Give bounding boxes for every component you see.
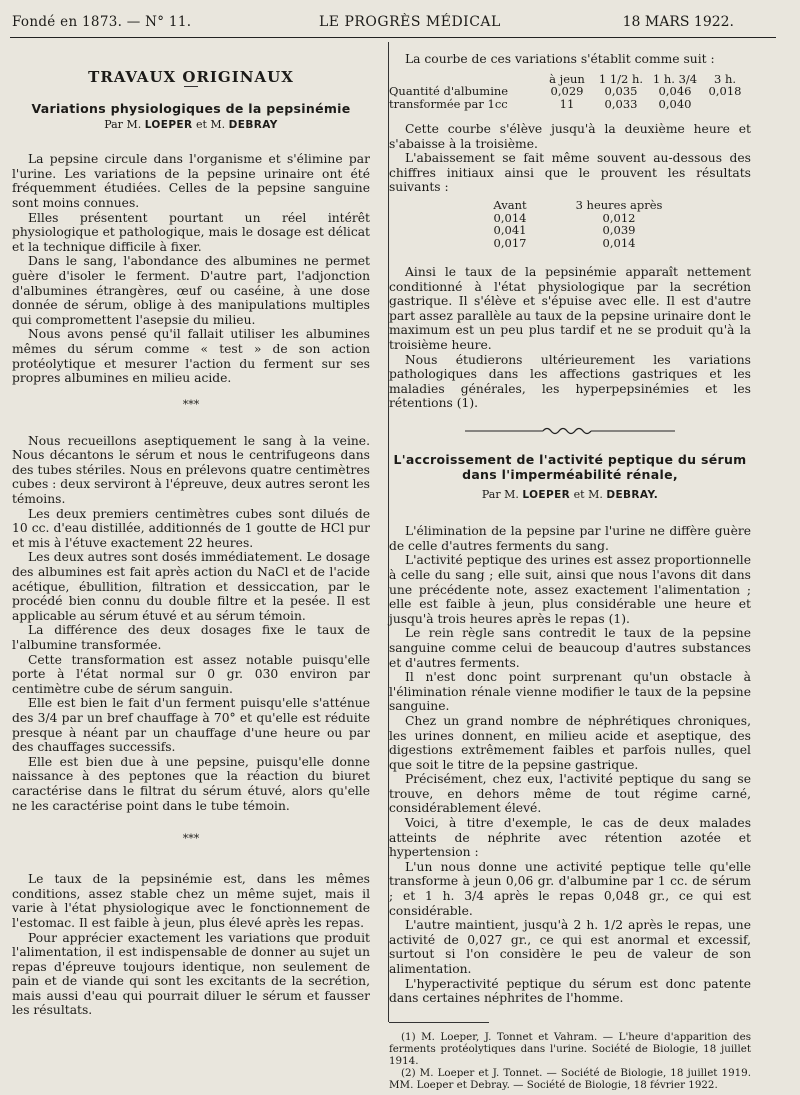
paragraph: Pour apprécier exactement les variations que produit l'alimentation, il est indispensable de donner au sujet un repas d'épreuve toujours identique, non seulement de pain et de viande qui sont les excitants de la secrétion, mais aussi d'eau qui pourrait diluer le sérum et fausser les résultats. <box>12 930 370 1018</box>
paragraph: Cette courbe s'élève jusqu'à la deuxième heure et s'abaisse à la troisième. <box>389 122 751 151</box>
section-heading: TRAVAUX ORIGINAUX <box>88 68 294 86</box>
paragraph: Les deux autres sont dosés immédiatement. Le dosage des albumines est fait après action du NaCl et de l'acide acétique, ébullition, filtration et dessiccation, par le procédé bien connu du double filtre et la pesée. Il est applicable au sérum étuvé et au sérum témoin. <box>12 550 370 623</box>
paragraph: Nous avons pensé qu'il fallait utiliser les albumines mêmes du sérum comme « test » de son action protéolytique et mesurer l'action du ferment sur ses propres albumines en milieu acide. <box>12 327 370 386</box>
asterism: *** <box>182 832 200 846</box>
footnote: (1) M. Loeper, J. Tonnet et Vahram. — L'heure d'apparition des ferments protéolytiques dans l'urine. Société de Biologie, 18 juillet 1914. <box>389 1030 751 1067</box>
paragraph: Nous étudierons ultérieurement les variations pathologiques dans les affections gastriques et les maladies générales, les hyperpepsinémies et les rétentions (1). <box>389 352 751 411</box>
paragraph: L'un nous donne une activité peptique telle qu'elle transforme à jeun 0,06 gr. d'albumine par 1 cc. de sérum ; et 1 h. 3/4 après le repas 0,048 gr., ce qui est considérable. <box>389 859 751 918</box>
header-rule <box>10 37 776 38</box>
paragraph: Elle est bien le fait d'un ferment puisqu'elle s'atténue des 3/4 par un bref chauffage à 70° et qu'elle est réduite presque à néant par un chauffage d'une heure ou par des chauffages successifs. <box>12 696 370 755</box>
article2-byline: Par M. LOEPER et M. DEBRAY. <box>481 487 659 501</box>
asterism: *** <box>182 397 200 411</box>
table-row: 0,014 0,012 <box>493 210 636 225</box>
paragraph: Précisément, chez eux, l'activité peptique du sang se trouve, en dehors même de tout régime carné, considérablement élevé. <box>389 772 751 816</box>
paragraph: L'autre maintient, jusqu'à 2 h. 1/2 après le repas, une activité de 0,027 gr., ce qui est anormal et excessif, surtout si l'on considère le peu de valeur de son alimentation. <box>389 918 751 976</box>
issue-date: 18 MARS 1922. <box>622 14 734 30</box>
paragraph: Le taux de la pepsinémie est, dans les mêmes conditions, assez stable chez un même sujet, mais il varie à l'état physiologique avec le fonctionnement de l'estomac. Il est faible à jeun, plus élevé après les repas. <box>12 872 370 930</box>
masthead <box>12 14 734 34</box>
right-column <box>389 52 751 1091</box>
article1-title: Variations physiologiques de la pepsinémie <box>31 100 351 116</box>
footnotes <box>389 1031 751 1091</box>
table-row: 0,017 0,014 <box>493 235 636 250</box>
paragraph: Chez un grand nombre de néphrétiques chroniques, les urines donnent, en milieu acide et aseptique, des digestions extrêmement faibles et parfois nulles, quel que soit le titre de la pepsine gastrique. <box>389 713 751 772</box>
ornamental-divider <box>389 425 751 440</box>
author-loeper: LOEPER <box>522 488 571 501</box>
table-row: 0,041 0,039 <box>493 223 636 238</box>
paragraph: Voici, à titre d'exemple, le cas de deux malades atteints de néphrite avec rétention azotée et hypertension : <box>389 816 751 860</box>
founding-issue: Fondé en 1873. — N° 11. <box>12 14 192 30</box>
author-loeper: LOEPER <box>144 118 193 131</box>
paragraph: Nous recueillons aseptiquement le sang à la veine. Nous décantons le sérum et nous le centrifugeons dans des tubes stériles. Nous en prélevons quatre centimètres cubes : deux serviront à l'épreuve, deux autres seront les témoins. <box>12 433 370 507</box>
albumin-curve-table <box>389 73 747 111</box>
paragraph: La différence des deux dosages fixe le taux de l'albumine transformée. <box>12 623 370 652</box>
table-header-row: Avant 3 heures après <box>493 198 663 213</box>
article1-byline: Par M. LOEPER et M. DEBRAY <box>104 117 278 131</box>
journal-title: LE PROGRÈS MÉDICAL <box>319 14 501 30</box>
paragraph: Il n'est donc point surprenant qu'un obstacle à l'élimination rénale vienne modifier le taux de la pepsine sanguine. <box>389 670 751 714</box>
table-row: Quantité d'albumine 0,029 0,035 0,046 0,018 <box>389 84 742 99</box>
article2-title: L'accroissement de l'activité peptique du sérum dans l'imperméabilité rénale, <box>393 451 747 482</box>
table-row: transformée par 1cc 11 0,033 0,040 <box>389 96 692 111</box>
footnote-rule <box>389 1022 489 1023</box>
table-header-row: à jeun 1 1/2 h. 1 h. 3/4 3 h. <box>549 71 737 86</box>
paragraph: L'activité peptique des urines est assez proportionnelle à celle du sang ; elle suit, ainsi que nous l'avons dit dans une précédente note, assez exactement l'alimentation ; elle est faible à jeun, plus considérable une heure et jusqu'à trois heures après le repas (1). <box>389 553 751 626</box>
paragraph: Le rein règle sans contredit le taux de la pepsine sanguine comme celui de beaucoup d'autres substances et d'autres ferments. <box>389 626 751 670</box>
left-column <box>12 70 370 1018</box>
paragraph: Elle est bien due à une pepsine, puisqu'elle donne naissance à des peptones que la réaction du biuret caractérise dans le filtrat du sérum étuvé, alors qu'elle ne les caractérise point dans le tube témoin. <box>12 754 370 813</box>
paragraph: Les deux premiers centimètres cubes sont dilués de 10 cc. d'eau distillée, additionnés de 1 goutte de HCl pur et mis à l'étuve exactement 22 heures. <box>12 506 370 550</box>
paragraph: Elles présentent pourtant un réel intérêt physiologique et pathologique, mais le dosage est délicat et la technique difficile à fixer. <box>12 210 370 254</box>
author-debray: DEBRAY <box>228 118 278 131</box>
paragraph: Ainsi le taux de la pepsinémie apparaît nettement conditionné à l'état physiologique par la secrétion gastrique. Il s'élève et s'épuise avec elle. Il est d'autre part assez parallèle au taux de la pepsine urinaire dont le maximum est un peu plus tardif et ne se produit qu'à la troisième heure. <box>389 265 751 353</box>
paragraph: Cette transformation est assez notable puisqu'elle porte à l'état normal sur 0 gr. 030 environ par centimètre cube de sérum sanguin. <box>12 652 370 696</box>
footnote: (2) M. Loeper et J. Tonnet. — Société de Biologie, 18 juillet 1919. MM. Loeper et Debray. — Société de Biologie, 18 février 1922. <box>389 1066 751 1091</box>
paragraph: L'hyperactivité peptique du sérum est donc patente dans certaines néphrites de l'homme. <box>389 976 751 1006</box>
paragraph: La courbe de ces variations s'établit comme suit : <box>405 52 715 66</box>
paragraph: L'élimination de la pepsine par l'urine ne diffère guère de celle d'autres ferments du sang. <box>389 524 751 553</box>
paragraph: Dans le sang, l'abondance des albumines ne permet guère d'isoler le ferment. D'autre part, l'adjonction d'albumines étrangères, œuf ou caséine, à une dose donnée de sérum, oblige à des manipulations multiples qui compromettent l'asepsie du milieu. <box>12 254 370 327</box>
paragraph: L'abaissement se fait même souvent au-dessous des chiffres initiaux ainsi que le prouvent les résultats suivants : <box>389 151 751 195</box>
ornament-squiggle-icon <box>465 426 675 436</box>
paragraph: La pepsine circule dans l'organisme et s'élimine par l'urine. Les variations de la pepsine urinaire ont été fréquemment étudiées. Celles de la pepsine sanguine sont moins connues. <box>12 152 370 210</box>
before-after-table <box>481 199 699 249</box>
author-debray: DEBRAY. <box>606 488 659 501</box>
